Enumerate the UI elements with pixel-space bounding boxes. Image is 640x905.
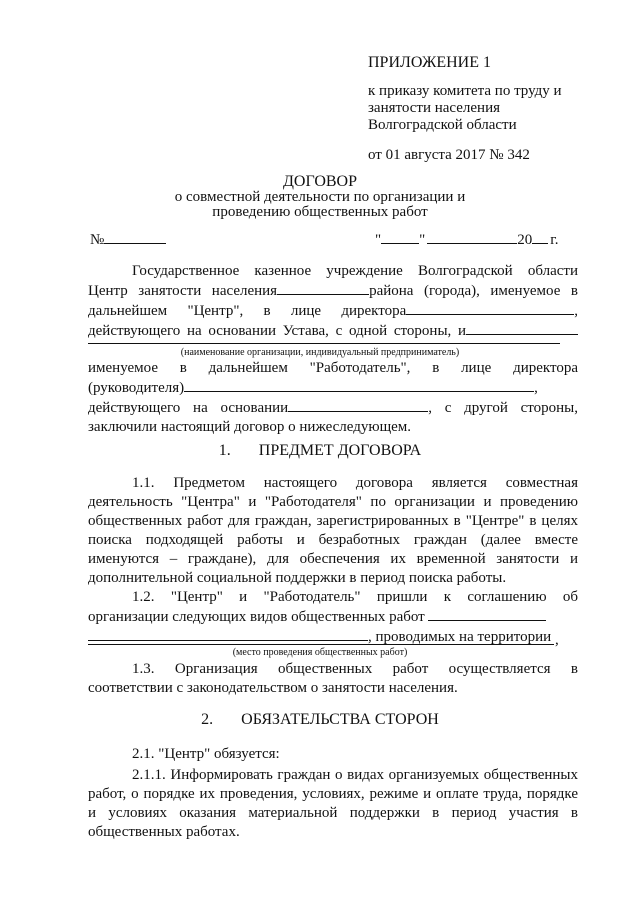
- clause-1-2: [88, 588, 578, 647]
- section-number: 1.: [218, 442, 231, 459]
- section-number: 2.: [201, 711, 214, 728]
- appendix-date: от 01 августа 2017 № 342: [368, 147, 530, 163]
- text-line: именуемое в дальнейшем "Работодатель", в лице директора: [88, 360, 578, 376]
- text-line: и условиях оказания материальной поддержки в период участия в: [88, 805, 578, 821]
- district-blank: [277, 281, 369, 295]
- appendix-heading: ПРИЛОЖЕНИЕ 1: [368, 54, 492, 71]
- section-title: ПРЕДМЕТ ДОГОВОРА: [258, 442, 422, 459]
- clause-1-3: [88, 660, 578, 698]
- subtitle-line: проведению общественных работ: [212, 204, 428, 220]
- text-part: района (города), именуемое в: [369, 283, 578, 299]
- text-line: 1.2. "Центр" и "Работодатель" пришли к соглашению об: [132, 589, 578, 605]
- text-line: именуются – граждане), для обеспечения их временной занятости и: [88, 551, 578, 567]
- appendix-block: [368, 54, 608, 164]
- text-part: действующего на основании Устава, с одной стороны, и: [88, 323, 466, 339]
- text-line: поиска подходящей работы и безработных граждан (далее вместе: [88, 532, 578, 548]
- contract-number: [90, 230, 166, 249]
- text-line: 1.3. Организация общественных работ осуществляется в: [132, 661, 578, 677]
- section-heading: [0, 442, 640, 460]
- document-title: [0, 174, 640, 189]
- number-blank: [104, 230, 166, 244]
- text-part: , проводимых на территории: [368, 629, 552, 645]
- text-line: 2.1.1. Информировать граждан о видах организуемых общественных: [132, 767, 578, 783]
- text-line: [88, 281, 578, 301]
- text-part: , с другой стороны,: [428, 400, 578, 416]
- org-blank: [466, 321, 578, 335]
- text-line: [88, 607, 578, 627]
- text-line: работ, о порядке их проведения, условиях, режиме и оплате труда, порядке: [88, 786, 578, 802]
- text-line: [88, 398, 578, 418]
- text-line: общественных работах.: [88, 824, 240, 840]
- clause-1-1: [88, 474, 578, 588]
- year-blank: [532, 230, 548, 244]
- subtitle-line: о совместной деятельности по организации и: [174, 189, 466, 205]
- day-blank: [381, 230, 419, 244]
- comma: ,: [555, 632, 559, 648]
- text-part: Центр занятости населения: [88, 283, 278, 299]
- director-blank: [406, 301, 574, 315]
- place-rule: [88, 644, 554, 645]
- clause-2-1: [88, 745, 578, 764]
- text-part: дальнейшем "Центр", в лице директора: [88, 303, 407, 319]
- org-caption: (наименование организации, индивидуальный предприниматель): [180, 347, 460, 358]
- text-part: ,: [574, 303, 578, 319]
- contract-date: [375, 230, 558, 249]
- section-heading: [0, 711, 640, 729]
- text-line: 1.1. Предметом настоящего договора является совместная: [132, 475, 578, 491]
- clause-2-1-1: [88, 766, 578, 842]
- text-line: общественных работ для граждан, зарегистрированных в "Центре" в целях: [88, 513, 578, 529]
- title-main: ДОГОВОР: [283, 173, 357, 190]
- org-name-rule: [88, 343, 560, 344]
- place-caption: (место проведения общественных работ): [232, 647, 408, 658]
- text-line: заключили настоящий договор о нижеследующем.: [88, 419, 412, 435]
- employer-paragraph: [88, 359, 578, 437]
- month-blank: [427, 230, 517, 244]
- quote-mark: ": [419, 232, 426, 248]
- appendix-line: занятости населения: [368, 100, 501, 116]
- work-types-blank: [428, 607, 546, 621]
- appendix-line: к приказу комитета по труду и: [368, 83, 562, 99]
- manager-blank: [184, 378, 534, 392]
- text-line: деятельность "Центра" и "Работодателя" по организации и проведению: [88, 494, 578, 510]
- text-line: [88, 301, 578, 321]
- preamble-paragraph: [88, 262, 578, 341]
- text-part: ,: [534, 380, 538, 396]
- text-part: действующего на основании: [88, 400, 289, 416]
- appendix-line: Волгоградской области: [368, 117, 517, 133]
- text-line: Государственное казенное учреждение Волгоградской области: [132, 263, 578, 279]
- document-subtitle: [0, 190, 640, 220]
- basis-blank: [288, 398, 428, 412]
- year-prefix: 20: [517, 232, 533, 248]
- text-part: организации следующих видов общественных работ: [88, 609, 425, 625]
- text-line: 2.1. "Центр" обязуется:: [132, 746, 280, 762]
- work-types-blank-2: [88, 627, 368, 641]
- text-line: дополнительной социальной поддержки в период поиска работы.: [88, 570, 507, 586]
- year-suffix: г.: [550, 232, 559, 248]
- text-part: (руководителя): [88, 380, 185, 396]
- section-title: ОБЯЗАТЕЛЬСТВА СТОРОН: [241, 711, 439, 728]
- number-label: №: [90, 232, 105, 248]
- text-line: [88, 321, 578, 341]
- text-line: соответствии с законодательством о занятости населения.: [88, 680, 458, 696]
- text-line: [88, 378, 578, 398]
- quote-mark: ": [375, 232, 382, 248]
